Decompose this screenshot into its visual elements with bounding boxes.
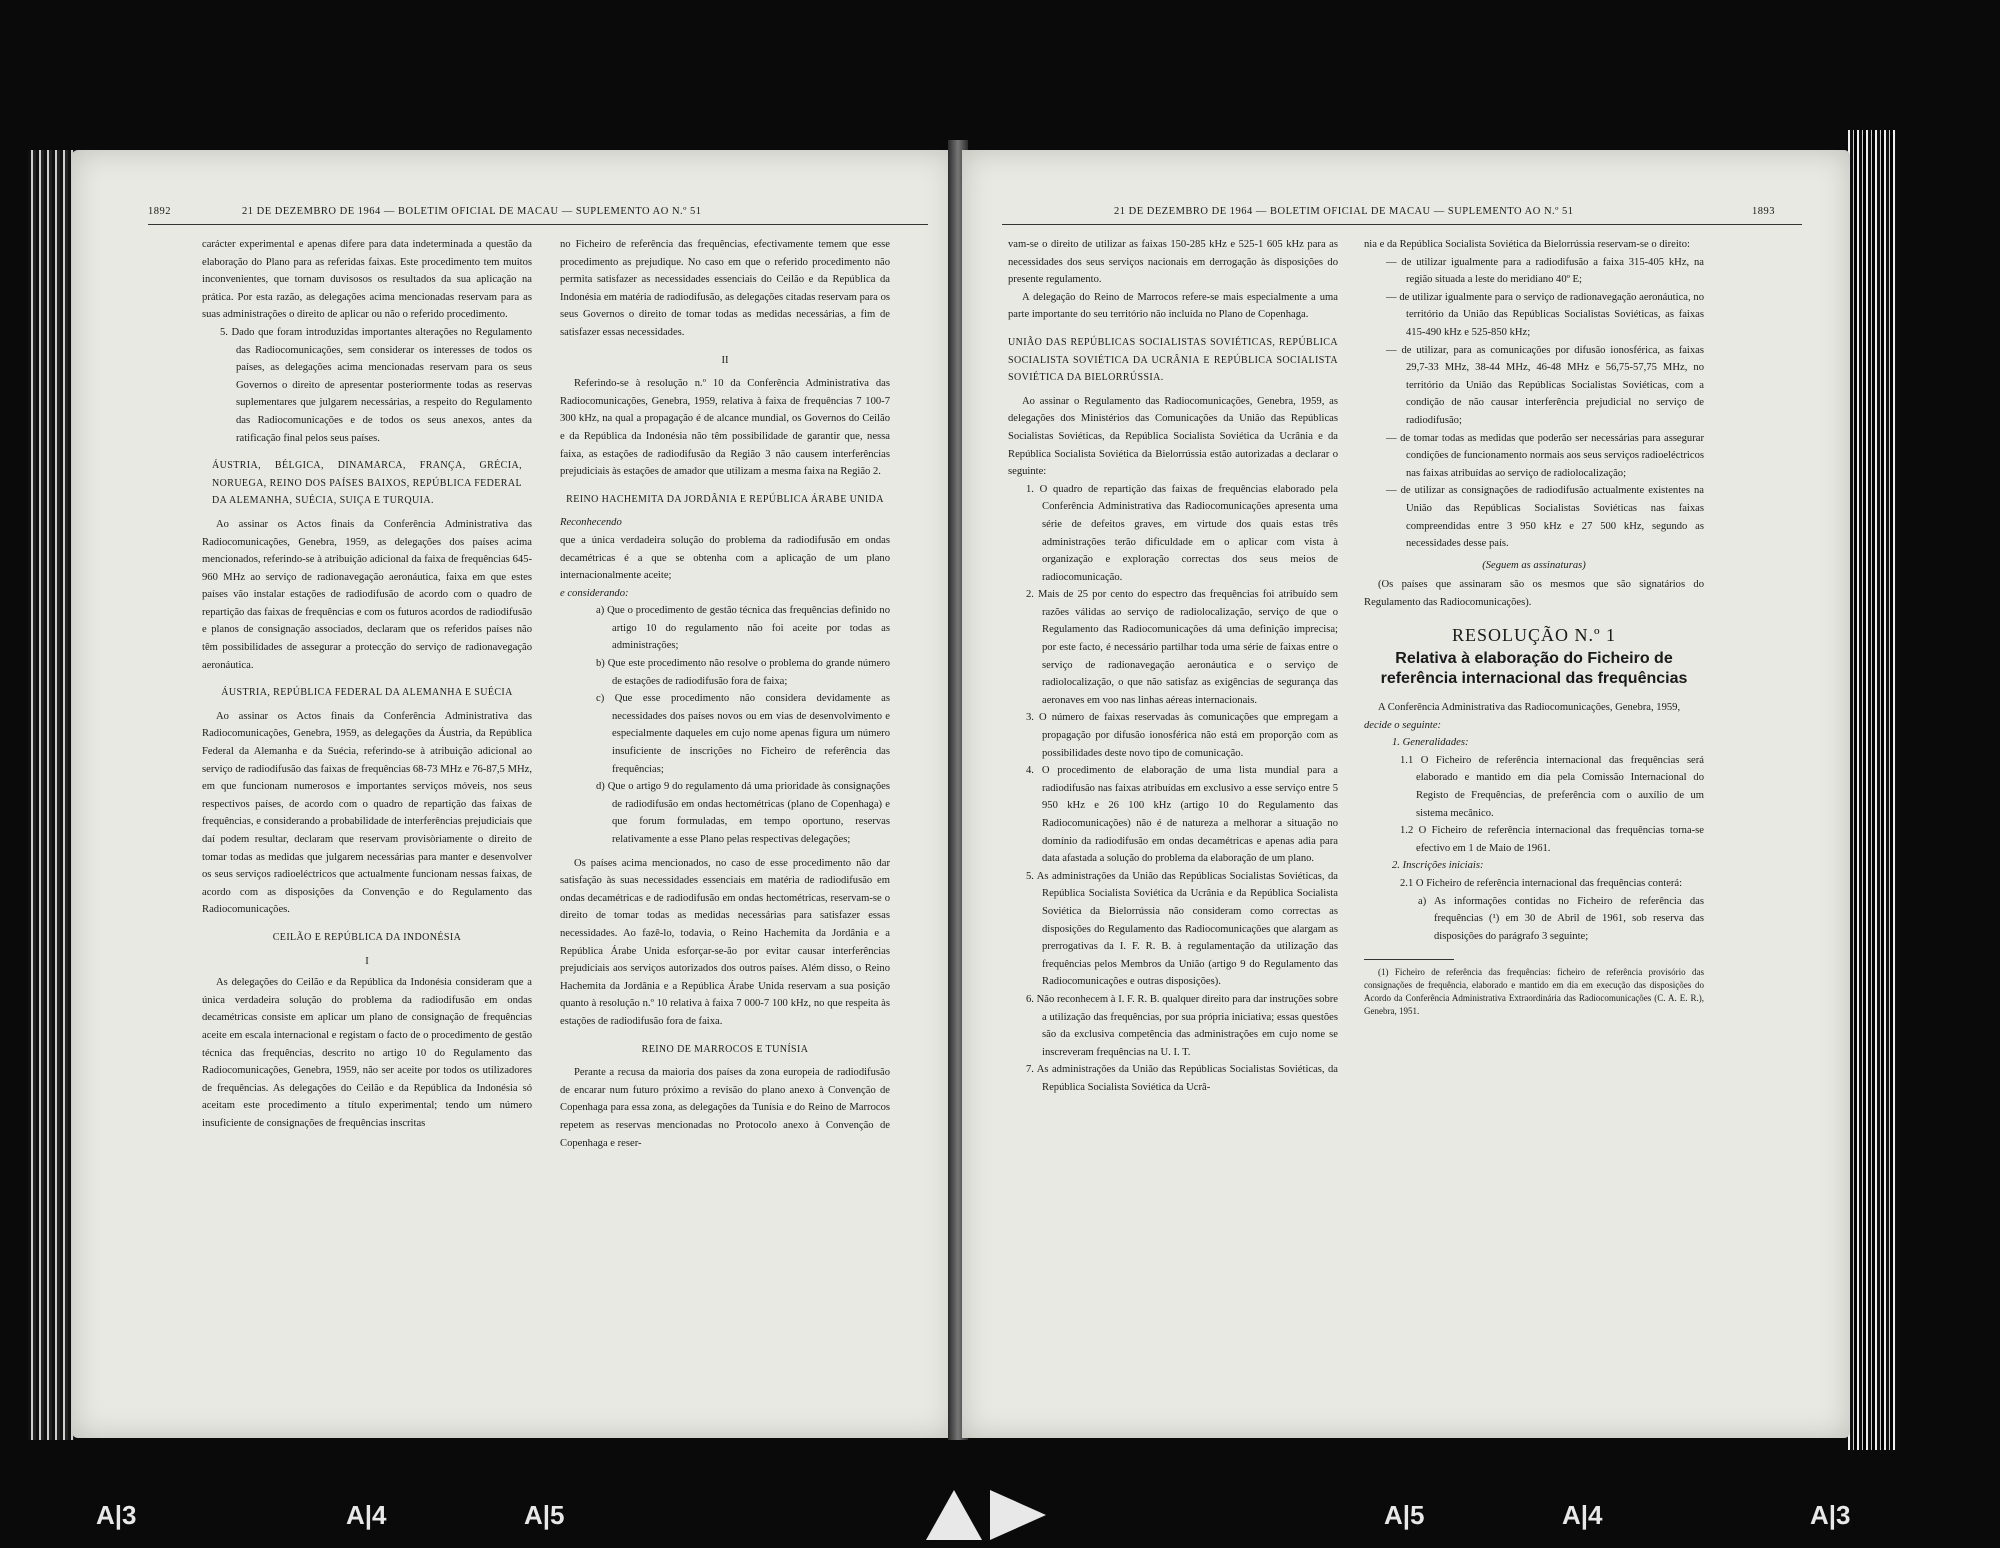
italic-lead: decide o seguinte: — [1364, 719, 1442, 731]
roman-numeral-heading: II — [721, 354, 729, 366]
paragraph: nia e da República Socialista Soviética da Bielorrússia reservam-se o direito: — [1364, 239, 1690, 250]
numbered-clause: 1.1 O Ficheiro de referência internacional das frequências será elaborado e mantido em dia pela Comissão Internacional do Registo de Frequências, de preferência com o auxílio de um sistema mecânico. — [1400, 754, 1704, 819]
left-page — [72, 150, 954, 1438]
lettered-item: a) As informações contidas no Ficheiro de referência das frequências (¹) em 30 de Abril de 1961, sob reserva das disposições do parágrafo 3 seguinte; — [1418, 895, 1704, 942]
page-number-left: 1892 — [148, 206, 171, 217]
numbered-paragraph: 5. Dado que foram introduzidas importantes alterações no Regulamento das Radiocomunicações, sem considerar os interesses de todos os países, as delegações acima mencionadas reservam para os seus Governos o direito de apresentar posteriormente todas as reservas suplementares que julgarem necessárias, a respeito do Regulamento das Radiocomunicações e de todos os seus anexos, antes da ratificação final pelos seus países. — [220, 326, 532, 444]
film-mark: A|3 — [1810, 1500, 1851, 1530]
numbered-paragraph: 5. As administrações da União das Repúblicas Socialistas Soviéticas, da República Socialista Soviética da Ucrânia e da República Socialista Soviética da Bielorrússia não consideram como correctas as disposições do Regulamento das Radiocomunicações que alargam as prerrogativas da I. F. R. B. à regulamentação da utilização das frequências pelos Membros da União (artigo 9 do Regulamento das Radiocomunicações e outras disposições). — [1026, 870, 1338, 988]
paragraph: Ao assinar os Actos finais da Conferência Administrativa das Radiocomunicações, Genebra, 1959, as delegações da Áustria, da República Federal da Alemanha e da Suécia, referindo-se à atribuição adicional ao serviço de radiodifusão das faixas de frequências 68-73 MHz e 76-87,5 MHz, em que funcionam numerosos e importantes serviços móveis, nos seus respectivos países, de acordo com o quadro de repartição das faixas de frequências, e considerando a probabilidade de interferências prejudiciais que daí podem resultar, declaram que reservam provisòriamente o direito de tomar todas as medidas que julgarem necessárias para manter e desenvolver os seus serviços radioeléctricos que actualmente funcionam nessas faixas, de acordo com as disposições da Convenção e do Regulamento das Radiocomunicações. — [202, 710, 532, 916]
lettered-item: b) Que este procedimento não resolve o problema do grande número de estações de radiodifusão fora de faixa; — [596, 658, 890, 687]
resolution-title: RESOLUÇÃO N.º 1 — [1451, 625, 1617, 646]
film-mark: A|5 — [524, 1500, 565, 1530]
numbered-paragraph: 6. Não reconhecem à I. F. R. B. qualquer direito para dar instruções sobre a utilização das frequências, por sua própria iniciativa; essas questões são da exclusiva competência das administrações em cujo nome se inscreveram frequências na U. I. T. — [1026, 993, 1338, 1058]
numbered-clause: 2.1 O Ficheiro de referência internacional das frequências conterá: — [1400, 878, 1683, 889]
paragraph: vam-se o direito de utilizar as faixas 150-285 kHz e 525-1 605 kHz para as necessidades dos seus serviços nacionais em derrogação às disposições do presente regulamento. — [1008, 239, 1338, 286]
book-edge-left — [28, 150, 74, 1440]
left-page-col-1 — [202, 236, 532, 1133]
lettered-item: c) Que esse procedimento não considera devidamente as necessidades dos países novos ou em vias de desenvolvimento e especialmente daqueles em cujo nome apenas figura um número insuficiente de inscrições no Ficheiro de referência das frequências; — [596, 693, 890, 775]
numbered-paragraph: 4. O procedimento de elaboração de uma lista mundial para a radiodifusão nas faixas atribuídas em exclusivo a esse serviço entre 5 950 kHz e 26 100 kHz (artigo 10 do Regulamento das Radiocomunicações) não é de natureza a melhorar a situação no domínio da radiodifusão em ondas decamétricas e apenas adia para data afastada a solução do problema da elaboração de um plano. — [1026, 765, 1338, 865]
lettered-item: d) Que o artigo 9 do regulamento dá uma prioridade às consignações de radiodifusão em ondas hectométricas (plano de Copenhaga) e que forum formuladas, em tempo oportuno, reservas relativamente a esse Plano pelas respectivas delegações; — [596, 781, 890, 845]
section-heading: REINO HACHEMITA DA JORDÂNIA E REPÚBLICA ÁRABE UNIDA — [566, 493, 884, 505]
italic-lead: Reconhecendo — [560, 517, 622, 529]
right-page — [962, 150, 1850, 1438]
resolution-subtitle: Relativa à elaboração do Ficheiro de referência internacional das frequências — [1380, 650, 1688, 688]
film-mark: A|5 — [1384, 1500, 1425, 1530]
film-triangle-right — [990, 1490, 1046, 1540]
dash-item: — de utilizar as consignações de radiodifusão actualmente existentes na União das Repúblicas Socialistas Soviéticas nas faixas compreendidas entre 3 950 kHz e 27 500 kHz, segundo as necessidades desse país. — [1386, 485, 1704, 550]
numbered-paragraph: 3. O número de faixas reservadas às comunicações que empregam a propagação por difusão ionosférica não está em proporção com as possibilidades deste novo tipo de comunicação. — [1026, 712, 1338, 759]
section-heading: UNIÃO DAS REPÚBLICAS SOCIALISTAS SOVIÉTICAS, REPÚBLICA SOCIALISTA SOVIÉTICA DA UCRÂNIA E REPÚBLICA SOCIALISTA SOVIÉTICA DA BIELORRÚSSIA. — [1008, 336, 1338, 384]
header-rule-right — [1002, 224, 1802, 225]
footnote: (1) Ficheiro de referência das frequências: ficheiro de referência provisório das consignações de frequência, elaborado e mantido em dia em execução das disposições do Acordo da Conferência Administrativa Extraordinária das Radiocomunicações (C. A. E. R.), Genebra, 1951. — [1364, 967, 1704, 1017]
paragraph: As delegações do Ceilão e da República da Indonésia consideram que a única verdadeira solução do problema da radiodifusão em ondas decamétricas consiste em aplicar um plano de consignação de frequências aceite em escala internacional e registam o facto de o procedimento de gestão técnica das frequências, descrito no artigo 10 do Regulamento das Radiocomunicações, Genebra, 1959, não ser aceite por todos os utilizadores de frequências. As delegações do Ceilão e da República da Indonésia só aceitam este procedimento a título experimental; tendo um número insuficiente de consignações de frequências inscritas — [202, 977, 532, 1129]
paragraph: A delegação do Reino de Marrocos refere-se mais especialmente a uma parte importante do seu território não incluída no Plano de Copenhaga. — [1008, 291, 1338, 321]
italic-lead: e considerando: — [560, 587, 629, 599]
header-rule-left — [148, 224, 928, 225]
running-head-right: 21 DE DEZEMBRO DE 1964 — BOLETIM OFICIAL DE MACAU — SUPLEMENTO AO N.º 51 — [1114, 206, 1574, 217]
dash-item: — de utilizar, para as comunicações por difusão ionosférica, as faixas 29,7-33 MHz, 38-44 MHz, 46-48 MHz e 56,75-57,75 MHz, no território da União das Repúblicas Socialistas Soviéticas, com a condição de não causar interferência prejudicial no serviço de radiodifusão; — [1386, 344, 1704, 426]
left-page-col-2 — [560, 236, 890, 1152]
running-head-left: 21 DE DEZEMBRO DE 1964 — BOLETIM OFICIAL DE MACAU — SUPLEMENTO AO N.º 51 — [242, 206, 702, 217]
paragraph: no Ficheiro de referência das frequências, efectivamente temem que esse procedimento as prejudique. No caso em que o referido procedimento não permita satisfazer as necessidades essenciais do Ceilão e da República da Indonésia em matéria de radiodifusão, as delegações citadas reservam para os seus Governos o direito de tomar todas as medidas necessárias, a fim de satisfazer essas necessidades. — [560, 239, 890, 338]
book-edge-right — [1848, 130, 1896, 1450]
signatures-note: (Seguem as assinaturas) — [1482, 559, 1586, 571]
paragraph: Referindo-se à resolução n.º 10 da Conferência Administrativa das Radiocomunicações, Genebra, 1959, relativa à faixa de frequências 7 100-7 300 kHz, na qual a propagação é de alcance mundial, os Governos do Ceilão e da República da Indonésia não têm possibilidade de garantir que, nessa faixa, as estações de radiodifusão da Região 3 não causem interferências prejudiciais às estações de amador que utilizam a mesma faixa na Região 2. — [560, 378, 890, 478]
paragraph: Os países acima mencionados, no caso de esse procedimento não dar satisfação às suas necessidades essenciais em matéria de radiodifusão em ondas decamétricas e de radiodifusão em ondas hectométricas, reservam-se o direito de tomar todas as medidas necessárias para satisfazer essas necessidades. Ao fazê-lo, todavia, o Reino Hachemita da Jordânia e a República Árabe Unida esforçar-se-ão por evitar causar interferências prejudiciais aos serviços autorizados dos outros países. Além disso, o Reino Hachemita da Jordânia e a República Árabe Unida reservam a sua posição quanto à resolução n.º 10 relativa à faixa 7 000-7 100 kHz, no que respeita às estações de radiodifusão fora de faixa. — [560, 857, 890, 1027]
film-mark: A|4 — [1562, 1500, 1603, 1530]
subsection-heading: 2. Inscrições iniciais: — [1392, 860, 1484, 872]
section-heading: ÁUSTRIA, BÉLGICA, DINAMARCA, FRANÇA, GRÉCIA, NORUEGA, REINO DOS PAÍSES BAIXOS, REPÚBLICA FEDERAL DA ALEMANHA, SUÉCIA, SUIÇA E TURQUIA. — [212, 460, 522, 507]
film-mark: A|3 — [96, 1500, 137, 1530]
section-heading: CEILÃO E REPÚBLICA DA INDONÉSIA — [272, 931, 462, 943]
film-mark: A|4 — [346, 1500, 387, 1530]
right-page-col-1 — [1008, 236, 1338, 1097]
paragraph: Ao assinar o Regulamento das Radiocomunicações, Genebra, 1959, as delegações dos Ministérios das Comunicações da União das Repúblicas Socialistas Soviéticas, da República Socialista Soviética da Ucrânia e da República Socialista Soviética da Bielorrússia estão autorizadas a declarar o seguinte: — [1008, 395, 1338, 478]
dash-item: — de utilizar igualmente para o serviço de radionavegação aeronáutica, no território da União das Repúblicas Socialistas Soviéticas, as faixas 415-490 kHz e 525-850 kHz; — [1386, 291, 1704, 338]
paragraph: Perante a recusa da maioria dos países da zona europeia de radiodifusão de encarar num futuro próximo a revisão do plano anexo à Convenção de Copenhaga para essa zona, as delegações da Tunísia e do Reino de Marrocos repetem as reservas mencionadas no Protocolo anexo à Convenção de Copenhaga e reser- — [560, 1067, 890, 1149]
roman-numeral-heading: I — [365, 955, 369, 967]
dash-item: — de tomar todas as medidas que poderão ser necessárias para assegurar condições de funcionamento normais aos seus serviços radioeléctricos nas faixas atribuídas ao serviço de radiolocalização; — [1386, 432, 1705, 479]
paragraph: carácter experimental e apenas difere para data indeterminada a questão da elaboração do Plano para as referidas faixas. Este procedimento tem muitos inconvenientes, que tornam duvisosos os resultados da sua aplicação na prática. Por esta razão, as delegações acima mencionadas reservam para as suas administrações o direito de aplicar ou não o referido procedimento. — [202, 239, 532, 321]
numbered-clause: 1.2 O Ficheiro de referência internacional das frequências torna-se efectivo em 1 de Maio de 1961. — [1400, 825, 1704, 854]
section-heading: ÁUSTRIA, REPÚBLICA FEDERAL DA ALEMANHA E SUÉCIA — [221, 687, 513, 699]
numbered-paragraph: 2. Mais de 25 por cento do espectro das frequências foi atribuído sem razões válidas ao serviço de radiolocalização, serviço de que o Regulamento das Radiocomunicações dá uma definição imprecisa; por este facto, é necessário partilhar toda uma série de faixas entre o serviço de radionavegação aeronáutica e o serviço de radiolocalização, o que não satisfaz as exigências de segurança das aeronaves em voo nas linhas aéreas internacionais. — [1026, 589, 1338, 706]
numbered-paragraph: 1. O quadro de repartição das faixas de frequências elaborado pela Conferência Administrativa das Radiocomunicações apresenta uma série de defeitos graves, em virtude dos quais estas três administrações terão dificuldade em o aplicar com vista à organização e exploração correctas dos seus meios de radiocomunicação. — [1026, 483, 1338, 583]
film-triangle-left — [926, 1490, 982, 1540]
dash-item: — de utilizar igualmente para a radiodifusão a faixa 315-405 kHz, na região situada a leste do meridiano 40º E; — [1386, 256, 1704, 286]
subsection-heading: 1. Generalidades: — [1392, 737, 1469, 749]
footnote-rule — [1364, 959, 1454, 960]
section-heading: REINO DE MARROCOS E TUNÍSIA — [641, 1043, 809, 1055]
page-number-right: 1893 — [1752, 206, 1775, 217]
paragraph: que a única verdadeira solução do problema da radiodifusão em ondas decamétricas é a que se obtenha com a aplicação de um plano internacionalmente aceite; — [560, 534, 890, 582]
paragraph: A Conferência Administrativa das Radiocomunicações, Genebra, 1959, — [1378, 702, 1681, 714]
right-page-col-2 — [1364, 236, 1704, 1018]
numbered-paragraph: 7. As administrações da União das Repúblicas Socialistas Soviéticas, da República Socialista Soviética da Ucrâ- — [1026, 1064, 1338, 1093]
paragraph: (Os países que assinaram são os mesmos que são signatários do Regulamento das Radiocomunicações). — [1364, 579, 1704, 608]
paragraph: Ao assinar os Actos finais da Conferência Administrativa das Radiocomunicações, Genebra, 1959, as delegações dos países acima mencionados, referindo-se à atribuição adicional da faixa de frequências 645-960 MHz ao serviço de radionavegação aeronáutica, faixa em que estes países vão instalar estações de radiodifusão de acordo com o quadro de repartição das faixas de frequências e com os futuros acordos de radiodifusão e planos de consignação associados, declaram que os referidos países não têm possibilidades de assegurar a protecção do serviço de radionavegação aeronáutica. — [202, 518, 532, 671]
lettered-item: a) Que o procedimento de gestão técnica das frequências definido no artigo 10 do regulamento não foi aceite por todas as administrações; — [596, 605, 890, 652]
